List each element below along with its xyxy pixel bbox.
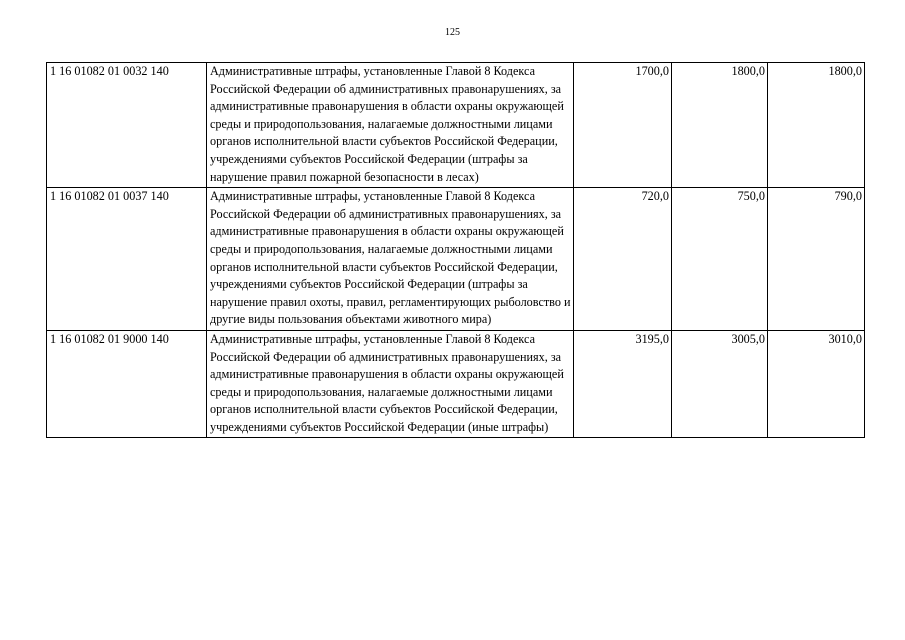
budget-code-cell: 1 16 01082 01 0032 140: [47, 63, 207, 188]
value-cell-1: 720,0: [574, 188, 672, 331]
table-row: [47, 330, 865, 438]
value-cell-1: 3195,0: [574, 330, 672, 438]
value-cell-1: 1700,0: [574, 63, 672, 188]
description-cell: Административные штрафы, установленные Главой 8 Кодекса Российской Федерации об административных правонарушениях, за административные правонарушения в области охраны окружающей среды и природопользования, налагаемые должностными лицами органов исполнительной власти субъектов Российской Федерации, учреждениями субъектов Российской Федерации (штрафы за нарушение правил охоты, правил, регламентирующих рыболовство и другие виды пользования объектами животного мира): [207, 188, 574, 331]
value-cell-2: 3005,0: [672, 330, 768, 438]
budget-table: [46, 62, 865, 438]
value-cell-3: 3010,0: [768, 330, 865, 438]
budget-code-cell: 1 16 01082 01 0037 140: [47, 188, 207, 331]
table-row: [47, 188, 865, 331]
value-cell-3: 790,0: [768, 188, 865, 331]
table-row: [47, 63, 865, 188]
description-cell: Административные штрафы, установленные Главой 8 Кодекса Российской Федерации об административных правонарушениях, за административные правонарушения в области охраны окружающей среды и природопользования, налагаемые должностными лицами органов исполнительной власти субъектов Российской Федерации, учреждениями субъектов Российской Федерации (иные штрафы): [207, 330, 574, 438]
budget-code-cell: 1 16 01082 01 9000 140: [47, 330, 207, 438]
value-cell-3: 1800,0: [768, 63, 865, 188]
value-cell-2: 750,0: [672, 188, 768, 331]
description-cell: Административные штрафы, установленные Главой 8 Кодекса Российской Федерации об административных правонарушениях, за административные правонарушения в области охраны окружающей среды и природопользования, налагаемые должностными лицами органов исполнительной власти субъектов Российской Федерации, учреждениями субъектов Российской Федерации (штрафы за нарушение правил пожарной безопасности в лесах): [207, 63, 574, 188]
value-cell-2: 1800,0: [672, 63, 768, 188]
page-number: 125: [445, 27, 460, 38]
